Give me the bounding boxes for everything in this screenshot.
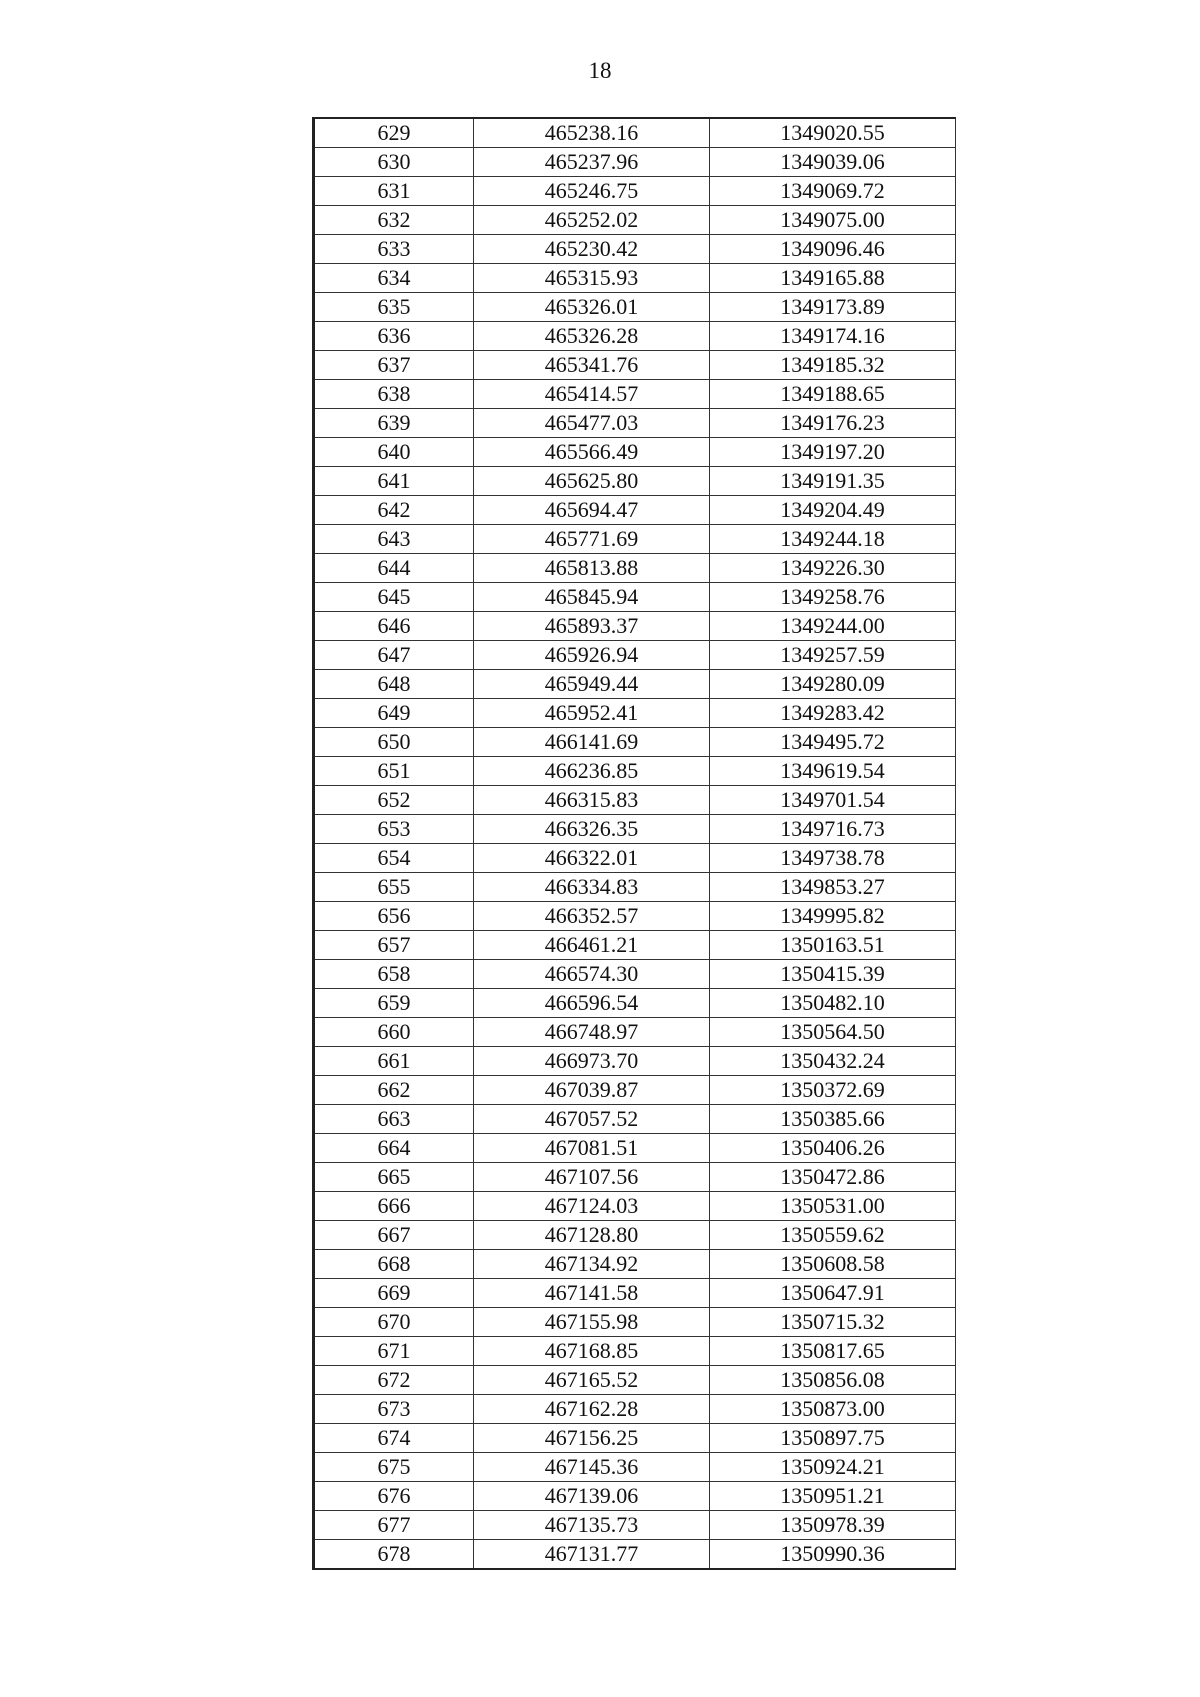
point-number-cell: 639 [314, 409, 474, 438]
point-number-cell: 660 [314, 1018, 474, 1047]
point-number-cell: 666 [314, 1192, 474, 1221]
y-coordinate-cell: 1349204.49 [710, 496, 956, 525]
x-coordinate-cell: 465926.94 [474, 641, 710, 670]
table-row [314, 293, 956, 322]
table-row [314, 496, 956, 525]
y-coordinate-cell: 1349075.00 [710, 206, 956, 235]
x-coordinate-cell: 465237.96 [474, 148, 710, 177]
y-coordinate-cell: 1350715.32 [710, 1308, 956, 1337]
table-row [314, 1047, 956, 1076]
y-coordinate-cell: 1350372.69 [710, 1076, 956, 1105]
x-coordinate-cell: 467134.92 [474, 1250, 710, 1279]
point-number-cell: 642 [314, 496, 474, 525]
y-coordinate-cell: 1350385.66 [710, 1105, 956, 1134]
x-coordinate-cell: 467128.80 [474, 1221, 710, 1250]
point-number-cell: 664 [314, 1134, 474, 1163]
point-number-cell: 652 [314, 786, 474, 815]
table-row [314, 815, 956, 844]
table-row [314, 1366, 956, 1395]
point-number-cell: 662 [314, 1076, 474, 1105]
y-coordinate-cell: 1350406.26 [710, 1134, 956, 1163]
y-coordinate-cell: 1349495.72 [710, 728, 956, 757]
table-row [314, 380, 956, 409]
point-number-cell: 678 [314, 1540, 474, 1570]
point-number-cell: 657 [314, 931, 474, 960]
table-row [314, 467, 956, 496]
y-coordinate-cell: 1349853.27 [710, 873, 956, 902]
y-coordinate-cell: 1350817.65 [710, 1337, 956, 1366]
table-row [314, 264, 956, 293]
x-coordinate-cell: 467057.52 [474, 1105, 710, 1134]
y-coordinate-cell: 1349716.73 [710, 815, 956, 844]
point-number-cell: 676 [314, 1482, 474, 1511]
point-number-cell: 655 [314, 873, 474, 902]
table-row [314, 409, 956, 438]
table-row [314, 1540, 956, 1570]
point-number-cell: 629 [314, 118, 474, 148]
page-number: 18 [588, 58, 612, 83]
table-row [314, 118, 956, 148]
x-coordinate-cell: 467107.56 [474, 1163, 710, 1192]
table-row [314, 1337, 956, 1366]
point-number-cell: 673 [314, 1395, 474, 1424]
point-number-cell: 661 [314, 1047, 474, 1076]
y-coordinate-cell: 1349244.18 [710, 525, 956, 554]
y-coordinate-cell: 1350856.08 [710, 1366, 956, 1395]
table-row [314, 1192, 956, 1221]
point-number-cell: 633 [314, 235, 474, 264]
y-coordinate-cell: 1349738.78 [710, 844, 956, 873]
x-coordinate-cell: 465949.44 [474, 670, 710, 699]
x-coordinate-cell: 466352.57 [474, 902, 710, 931]
point-number-cell: 677 [314, 1511, 474, 1540]
point-number-cell: 646 [314, 612, 474, 641]
table-row [314, 1134, 956, 1163]
table-row [314, 670, 956, 699]
x-coordinate-cell: 467145.36 [474, 1453, 710, 1482]
point-number-cell: 663 [314, 1105, 474, 1134]
table-row [314, 438, 956, 467]
point-number-cell: 667 [314, 1221, 474, 1250]
y-coordinate-cell: 1350163.51 [710, 931, 956, 960]
x-coordinate-cell: 467156.25 [474, 1424, 710, 1453]
y-coordinate-cell: 1349197.20 [710, 438, 956, 467]
table-row [314, 1076, 956, 1105]
x-coordinate-cell: 466973.70 [474, 1047, 710, 1076]
x-coordinate-cell: 465315.93 [474, 264, 710, 293]
y-coordinate-cell: 1349226.30 [710, 554, 956, 583]
point-number-cell: 665 [314, 1163, 474, 1192]
y-coordinate-cell: 1350924.21 [710, 1453, 956, 1482]
x-coordinate-cell: 465326.28 [474, 322, 710, 351]
x-coordinate-cell: 465326.01 [474, 293, 710, 322]
table-row [314, 612, 956, 641]
point-number-cell: 672 [314, 1366, 474, 1395]
y-coordinate-cell: 1349174.16 [710, 322, 956, 351]
coordinate-table [312, 117, 956, 1570]
y-coordinate-cell: 1350897.75 [710, 1424, 956, 1453]
table-row [314, 844, 956, 873]
x-coordinate-cell: 466461.21 [474, 931, 710, 960]
y-coordinate-cell: 1350564.50 [710, 1018, 956, 1047]
point-number-cell: 636 [314, 322, 474, 351]
table-row [314, 1395, 956, 1424]
x-coordinate-cell: 467165.52 [474, 1366, 710, 1395]
point-number-cell: 674 [314, 1424, 474, 1453]
table-row [314, 931, 956, 960]
table-row [314, 1018, 956, 1047]
x-coordinate-cell: 466322.01 [474, 844, 710, 873]
x-coordinate-cell: 466141.69 [474, 728, 710, 757]
point-number-cell: 640 [314, 438, 474, 467]
table-row [314, 989, 956, 1018]
x-coordinate-cell: 466574.30 [474, 960, 710, 989]
table-row [314, 873, 956, 902]
x-coordinate-cell: 467135.73 [474, 1511, 710, 1540]
x-coordinate-cell: 467081.51 [474, 1134, 710, 1163]
table-row [314, 148, 956, 177]
point-number-cell: 659 [314, 989, 474, 1018]
y-coordinate-cell: 1349283.42 [710, 699, 956, 728]
table-row [314, 960, 956, 989]
y-coordinate-cell: 1350432.24 [710, 1047, 956, 1076]
x-coordinate-cell: 465246.75 [474, 177, 710, 206]
x-coordinate-cell: 465341.76 [474, 351, 710, 380]
point-number-cell: 654 [314, 844, 474, 873]
point-number-cell: 637 [314, 351, 474, 380]
x-coordinate-cell: 467131.77 [474, 1540, 710, 1570]
table-row [314, 1221, 956, 1250]
table-row [314, 1453, 956, 1482]
table-row [314, 322, 956, 351]
y-coordinate-cell: 1349258.76 [710, 583, 956, 612]
x-coordinate-cell: 466596.54 [474, 989, 710, 1018]
y-coordinate-cell: 1349020.55 [710, 118, 956, 148]
x-coordinate-cell: 466326.35 [474, 815, 710, 844]
point-number-cell: 645 [314, 583, 474, 612]
point-number-cell: 644 [314, 554, 474, 583]
x-coordinate-cell: 466748.97 [474, 1018, 710, 1047]
table-row [314, 583, 956, 612]
y-coordinate-cell: 1350647.91 [710, 1279, 956, 1308]
y-coordinate-cell: 1350873.00 [710, 1395, 956, 1424]
y-coordinate-cell: 1349244.00 [710, 612, 956, 641]
y-coordinate-cell: 1349069.72 [710, 177, 956, 206]
y-coordinate-cell: 1349257.59 [710, 641, 956, 670]
point-number-cell: 650 [314, 728, 474, 757]
y-coordinate-cell: 1350531.00 [710, 1192, 956, 1221]
x-coordinate-cell: 467124.03 [474, 1192, 710, 1221]
x-coordinate-cell: 466334.83 [474, 873, 710, 902]
table-row [314, 728, 956, 757]
point-number-cell: 641 [314, 467, 474, 496]
y-coordinate-cell: 1350415.39 [710, 960, 956, 989]
x-coordinate-cell: 465845.94 [474, 583, 710, 612]
table-row [314, 699, 956, 728]
x-coordinate-cell: 465414.57 [474, 380, 710, 409]
table-row [314, 554, 956, 583]
table-row [314, 1163, 956, 1192]
y-coordinate-cell: 1349188.65 [710, 380, 956, 409]
point-number-cell: 638 [314, 380, 474, 409]
y-coordinate-cell: 1349096.46 [710, 235, 956, 264]
x-coordinate-cell: 467162.28 [474, 1395, 710, 1424]
y-coordinate-cell: 1349173.89 [710, 293, 956, 322]
point-number-cell: 651 [314, 757, 474, 786]
table-row [314, 1250, 956, 1279]
table-row [314, 1105, 956, 1134]
y-coordinate-cell: 1349039.06 [710, 148, 956, 177]
x-coordinate-cell: 465694.47 [474, 496, 710, 525]
x-coordinate-cell: 465771.69 [474, 525, 710, 554]
table-row [314, 902, 956, 931]
point-number-cell: 647 [314, 641, 474, 670]
table-row [314, 525, 956, 554]
point-number-cell: 658 [314, 960, 474, 989]
point-number-cell: 635 [314, 293, 474, 322]
y-coordinate-cell: 1350559.62 [710, 1221, 956, 1250]
y-coordinate-cell: 1350608.58 [710, 1250, 956, 1279]
coordinate-table-body [314, 118, 956, 1569]
x-coordinate-cell: 465566.49 [474, 438, 710, 467]
y-coordinate-cell: 1350951.21 [710, 1482, 956, 1511]
point-number-cell: 670 [314, 1308, 474, 1337]
x-coordinate-cell: 465238.16 [474, 118, 710, 148]
x-coordinate-cell: 465813.88 [474, 554, 710, 583]
y-coordinate-cell: 1349165.88 [710, 264, 956, 293]
x-coordinate-cell: 466315.83 [474, 786, 710, 815]
y-coordinate-cell: 1349995.82 [710, 902, 956, 931]
x-coordinate-cell: 467168.85 [474, 1337, 710, 1366]
x-coordinate-cell: 467141.58 [474, 1279, 710, 1308]
point-number-cell: 675 [314, 1453, 474, 1482]
coordinate-table-wrapper [312, 117, 954, 1570]
x-coordinate-cell: 466236.85 [474, 757, 710, 786]
x-coordinate-cell: 467155.98 [474, 1308, 710, 1337]
y-coordinate-cell: 1350990.36 [710, 1540, 956, 1570]
point-number-cell: 669 [314, 1279, 474, 1308]
table-row [314, 786, 956, 815]
x-coordinate-cell: 465230.42 [474, 235, 710, 264]
x-coordinate-cell: 465625.80 [474, 467, 710, 496]
y-coordinate-cell: 1349619.54 [710, 757, 956, 786]
table-row [314, 235, 956, 264]
table-row [314, 1511, 956, 1540]
y-coordinate-cell: 1350482.10 [710, 989, 956, 1018]
y-coordinate-cell: 1349280.09 [710, 670, 956, 699]
table-row [314, 351, 956, 380]
point-number-cell: 634 [314, 264, 474, 293]
table-row [314, 1424, 956, 1453]
point-number-cell: 668 [314, 1250, 474, 1279]
x-coordinate-cell: 467039.87 [474, 1076, 710, 1105]
point-number-cell: 656 [314, 902, 474, 931]
y-coordinate-cell: 1349701.54 [710, 786, 956, 815]
y-coordinate-cell: 1350472.86 [710, 1163, 956, 1192]
x-coordinate-cell: 467139.06 [474, 1482, 710, 1511]
table-row [314, 757, 956, 786]
point-number-cell: 643 [314, 525, 474, 554]
point-number-cell: 631 [314, 177, 474, 206]
point-number-cell: 632 [314, 206, 474, 235]
x-coordinate-cell: 465477.03 [474, 409, 710, 438]
table-row [314, 1308, 956, 1337]
point-number-cell: 649 [314, 699, 474, 728]
point-number-cell: 648 [314, 670, 474, 699]
table-row [314, 1279, 956, 1308]
x-coordinate-cell: 465952.41 [474, 699, 710, 728]
y-coordinate-cell: 1349185.32 [710, 351, 956, 380]
x-coordinate-cell: 465252.02 [474, 206, 710, 235]
table-row [314, 1482, 956, 1511]
point-number-cell: 630 [314, 148, 474, 177]
table-row [314, 641, 956, 670]
point-number-cell: 671 [314, 1337, 474, 1366]
point-number-cell: 653 [314, 815, 474, 844]
y-coordinate-cell: 1349176.23 [710, 409, 956, 438]
x-coordinate-cell: 465893.37 [474, 612, 710, 641]
table-row [314, 206, 956, 235]
y-coordinate-cell: 1350978.39 [710, 1511, 956, 1540]
y-coordinate-cell: 1349191.35 [710, 467, 956, 496]
table-row [314, 177, 956, 206]
